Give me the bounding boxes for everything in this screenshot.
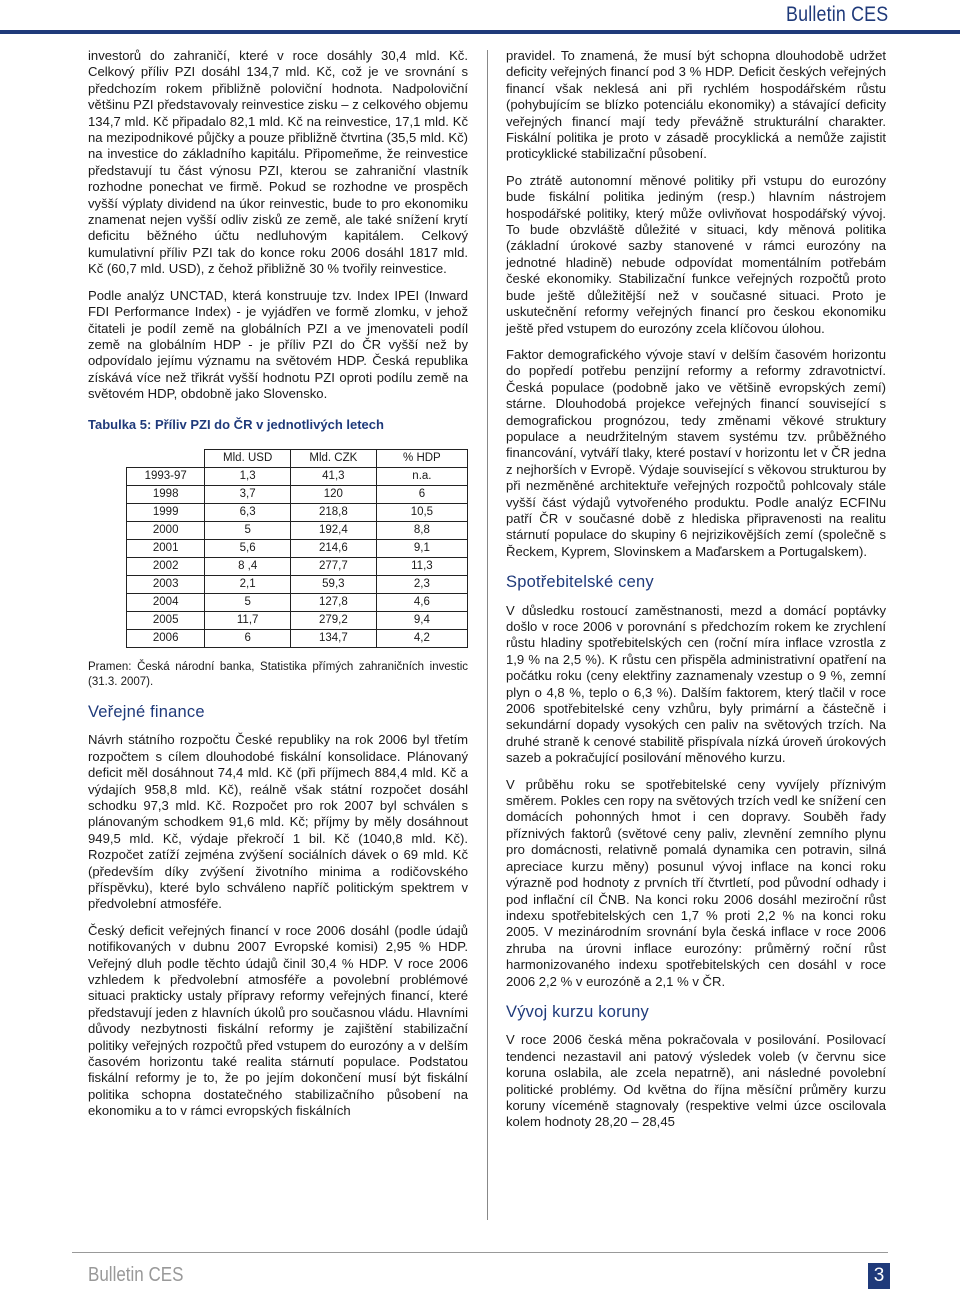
table-cell: 9,4 <box>376 611 467 629</box>
table-caption: Tabulka 5: Příliv PZI do ČR v jednotlivých letech <box>88 416 384 432</box>
paragraph: Návrh státního rozpočtu České republiky na rok 2006 byl třetím rozpočtem s cílem dlouhodobé fiskální konsolidace. Plánovaný deficit měl dosáhnout 74,4 mld. Kč (při příjmech 884,4 mld. Kč a výdajích 958,8 mld. Kč), reálně však státní rozpočet dosáhl schodku 97,3 mld. Kč. Rozpočet pro rok 2007 byl schválen s plánovaným schodkem 91,6 mld. Kč; příjmy by měly dosáhnout 949,5 mld. Kč, výdaje překročí 1 bil. Kč (1040,8 mld. Kč). Rozpočet zatíží zejména zvýšení sociálních dávek o 69 mld. Kč (především díky zvýšení životního minima a rodičovského příspěvku), které bylo schváleno napříč politickým spektrem v předvolební atmosféře. <box>88 732 468 912</box>
table-cell: 1993-97 <box>127 467 205 485</box>
table-cell: 5 <box>205 521 291 539</box>
table-row <box>127 467 468 485</box>
paragraph: Podle analýz UNCTAD, která konstruuje tzv. Index IPEI (Inward FDI Performance Index) - je vyjádřen ve formě zlomku, v jehož čitateli je podíl země na globálních PZI a ve jmenovateli podíl země na globálním HDP - je příliv PZI do ČR vyšší než by odpovídalo jejímu významu na světovém HDP. Česká republika získává více než třikrát vyšší hodnotu PZI oproti podílu země na světovém HDP, obdobně jako Slovensko. <box>88 287 468 402</box>
table-cell: 2005 <box>127 611 205 629</box>
table-row <box>127 521 468 539</box>
table-cell: 214,6 <box>290 539 376 557</box>
table-row <box>127 503 468 521</box>
table-cell: 2006 <box>127 629 205 647</box>
table-cell: 5 <box>205 593 291 611</box>
paragraph: V roce 2006 česká měna pokračovala v posilování. Posilovací tendenci nezastavil ani patový výsledek voleb (v červnu sice koruna oslabila, ale zcela nepatrně), ani následné povolební politické problémy. Od května do října měsíční průměry kurzu koruny víceméně stagnovaly (respektive velmi úzce oscilovala kolem hodnoty 28,20 – 28,45 <box>506 1032 886 1130</box>
table-cell: 134,7 <box>290 629 376 647</box>
table-cell: 59,3 <box>290 575 376 593</box>
table-cell: 4,6 <box>376 593 467 611</box>
table-header-cell: % HDP <box>376 449 467 467</box>
table-row <box>127 485 468 503</box>
footer-rule <box>72 1252 888 1253</box>
table-cell: 8 ,4 <box>205 557 291 575</box>
table-cell: 277,7 <box>290 557 376 575</box>
right-column <box>506 48 886 1141</box>
left-column <box>88 48 468 1130</box>
header-brand: Bulletin CES <box>785 3 888 26</box>
table-header-row <box>127 449 468 467</box>
table-cell: 8,8 <box>376 521 467 539</box>
table-cell: 192,4 <box>290 521 376 539</box>
table-cell: 2004 <box>127 593 205 611</box>
table-row <box>127 593 468 611</box>
table-header-cell: Mld. USD <box>205 449 291 467</box>
table-row <box>127 557 468 575</box>
table-cell: 3,7 <box>205 485 291 503</box>
table-header-cell <box>127 449 205 467</box>
paragraph: V průběhu roku se spotřebitelské ceny vyvíjely příznivým směrem. Pokles cen ropy na světových trzích vedl ke snížení cen domácích pohonných hmot i cen dopravy. Souběh řady příznivých faktorů (světové ceny paliv, zlevnění zemního plynu pro domácnosti, relativně pomalá dynamika cen potravin, silná apreciace kurzu měny) posunul vývoj inflace na konci roku výrazně pod hodnoty z prvních tří čtvrtletí, pod původní odhady i pod inflační cíl ČNB. Na konci roku 2006 dosáhl meziroční růst indexu spotřebitelských cen 1,7 % proti 2,2 % na konci roku 2005. V mezinárodním srovnání byla česká inflace v roce 2006 zhruba na úrovni inflace eurozóny: průměrný roční růst harmonizovaného indexu spotřebitelských cen dosáhl v roce 2006 2,2 % v eurozóně a 2,1 % v ČR. <box>506 776 886 989</box>
table-cell: 1998 <box>127 485 205 503</box>
table-cell: 10,5 <box>376 503 467 521</box>
footer-brand: Bulletin CES <box>88 1264 184 1286</box>
table-cell: 279,2 <box>290 611 376 629</box>
table-cell: 1999 <box>127 503 205 521</box>
table-cell: 2003 <box>127 575 205 593</box>
paragraph: Faktor demografického vývoje staví v delším časovém horizontu do popředí potřebu penzijní reformy a reformy zdravotnictví. Česká populace (podobně jako ve většině evropských zemí) stárne. Dlouhodobá projekce veřejných financí související s demografickou prognózou, tedy změnami věkové struktury populace a neudržitelným stavem systému tzv. průběžného financování, vytváří tlaky, které postaví v horizontu let v ČR jedna z nejhorších v Evropě. Výdaje související s věkovou strukturou by při nezměněné architektuře veřejných rozpočtů pohlcovaly stále vyšší část výdajů vytvořeného produktu. Podle analýz ECFINu patří ČR v současné době z hlediska připravenosti na realitu stárnutí populace do skupiny 6 nejrizikovějších zemí (společně s Řeckem, Kyprem, Slovinskem a Maďarskem a Portugalskem). <box>506 346 886 559</box>
table-source: Pramen: Česká národní banka, Statistika přímých zahraničních investic (31.3. 2007). <box>88 660 468 688</box>
table-cell: 2,1 <box>205 575 291 593</box>
paragraph: pravidel. To znamená, že musí být schopna dlouhodobě udržet deficity veřejných financí pod 3 % HDP. Deficit českých veřejných financí však neklesá ani při rychlém hospodářském růstu (pohybujícím se blízko potenciálu ekonomiky) a stávající deficity veřejných financí mají tedy převážně strukturální charakter. Fiskální politika je proto v zásadě procyklická a nemůže zajistit proticyklické stabilizační působení. <box>506 48 886 162</box>
table-cell: 127,8 <box>290 593 376 611</box>
table-cell: 5,6 <box>205 539 291 557</box>
table-cell: 6 <box>376 485 467 503</box>
table-header-cell: Mld. CZK <box>290 449 376 467</box>
table-cell: 2,3 <box>376 575 467 593</box>
table-cell: 6 <box>205 629 291 647</box>
paragraph: Český deficit veřejných financí v roce 2006 dosáhl (podle údajů notifikovaných v dubnu 2007 Evropské komisi) 2,95 % HDP. Veřejný dluh podle těchto údajů činil 30,4 % HDP. V roce 2006 vzhledem k předvolební atmosféře a povolební problémové situaci prakticky ustaly přípravy reformy veřejných financí, které představují jeden z hlavních úkolů pro současnou vládu. Hlavními důvody nezbytnosti fiskální reformy je zajištění stabilizační politiky veřejných rozpočtů před vstupem do eurozóny a v delším časovém horizontu také realita stárnutí populace. Podstatou fiskální reformy je to, že po jejím dokončení musí být fiskální politika schopna dostatečného stabilizačního působení na ekonomiku a to v rámci evropských fiskálních <box>88 922 468 1119</box>
table-cell: 2000 <box>127 521 205 539</box>
table-cell: n.a. <box>376 467 467 485</box>
page-number: 3 <box>868 1263 890 1289</box>
table-cell: 2002 <box>127 557 205 575</box>
table-cell: 9,1 <box>376 539 467 557</box>
table-row <box>127 539 468 557</box>
header-rule <box>0 30 960 34</box>
paragraph: investorů do zahraničí, které v roce dosáhly 30,4 mld. Kč. Celkový příliv PZI dosáhl 134,7 mld. Kč, což je ve srovnání s předchozím rokem přibližně poloviční hodnota. Nadpoloviční většinu PZI představovaly reinvestice zisku – z celkového objemu 134,7 mld. Kč připadalo 82,1 mld. Kč na reinvestice, 17,1 mld. Kč na mezipodnikové půjčky a pouze přibližně čtvrtina (35,5 mld. Kč) na investice do základního kapitálu. Připomeňme, že reinvestice představují tu část výnosu PZI, kterou se zahraniční vlastník rozhodne ponechat ve firmě. Pokud se rozhodne ve prospěch vyšší výplaty dividend na úkor reinvestic, bude to pro ekonomiku znamenat nejen vyšší odliv zisků ze země, ale také snížení krytí deficitu běžného účtu nedluhovým kapitálem. Celkový kumulativní příliv PZI tak do konce roku 2006 dosáhl 1817 mld. Kč (60,7 mld. USD), z čehož přibližně 30 % tvořily reinvestice. <box>88 48 468 277</box>
fdi-table <box>126 449 468 648</box>
table-row <box>127 611 468 629</box>
column-divider <box>487 50 488 1220</box>
table-row <box>127 575 468 593</box>
table-cell: 11,3 <box>376 557 467 575</box>
section-heading-consumer-prices: Spotřebitelské ceny <box>506 573 654 592</box>
paragraph: Po ztrátě autonomní měnové politiky při vstupu do eurozóny bude fiskální politika jediným (resp.) hlavním nástrojem hospodářské politiky, který může ovlivňovat hospodářský vývoj. To bude obzvláště důležité v situaci, kdy měnová politika (základní úrokové sazby stanovené v rámci eurozóny na jednotné hladině) nebude odpovídat momentálním potřebám české ekonomiky. Stabilizační funkce veřejných rozpočtů proto bude ještě důležitější než v současné situaci. Proto je uskutečnění reformy veřejných financí pro českou ekonomiku ještě před vstupem do eurozóny zcela klíčovou úlohou. <box>506 172 886 336</box>
section-heading-public-finance: Veřejné finance <box>88 702 205 721</box>
table-cell: 2001 <box>127 539 205 557</box>
section-heading-exchange-rate: Vývoj kurzu koruny <box>506 1002 649 1021</box>
table-cell: 4,2 <box>376 629 467 647</box>
table-row <box>127 629 468 647</box>
paragraph: V důsledku rostoucí zaměstnanosti, mezd a domácí poptávky došlo v roce 2006 v porovnání s předchozím rokem ke zrychlení růstu hladiny spotřebitelských cen (roční míra inflace vzrostla z 1,9 % na 2,5 %). K růstu cen přispěla administrativní opatření na počátku roku (ceny elektřiny zaznamenaly vzestup o 9 %, zemní plyn o 4,8 %, teplo o 6,3 %). Dalším faktorem, který tlačil v roce 2006 spotřebitelské ceny vzhůru, byly primární a částečně i sekundární dopady vysokých cen paliv na světových trzích. Na druhé straně k cenové stabilitě přispívala nízká úroveň úrokových sazeb a pokračující posilování měnového kurzu. <box>506 602 886 766</box>
table-cell: 218,8 <box>290 503 376 521</box>
table-cell: 120 <box>290 485 376 503</box>
table-cell: 6,3 <box>205 503 291 521</box>
table-cell: 11,7 <box>205 611 291 629</box>
table-cell: 1,3 <box>205 467 291 485</box>
table-cell: 41,3 <box>290 467 376 485</box>
